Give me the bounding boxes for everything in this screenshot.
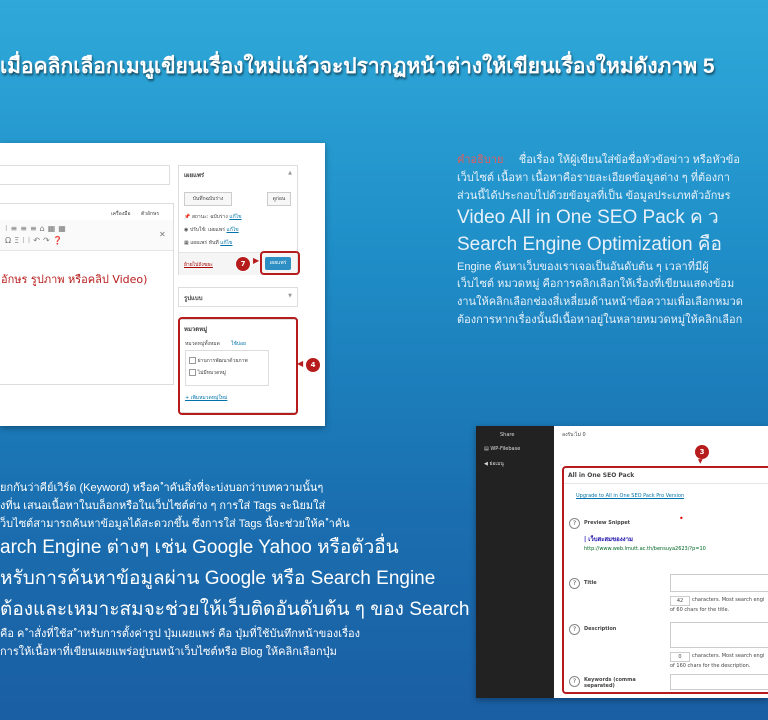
- trash-link[interactable]: ย้ายไปถังขยะ: [184, 262, 213, 268]
- description-line: คือ ค ำสั่งที่ใช้ส ำหรับการตั้งค่ารูป ปุ่มเผยแพร่ คือ ปุ่มที่ใช้บันทึกหน้าของเรื่อง: [0, 627, 360, 640]
- slide-title: เมื่อคลิกเลือกเมนูเขียนเรื่องใหม่แล้วจะปรากฏหน้าต่างให้เขียนเรื่องใหม่ดังภาพ 5: [0, 55, 715, 78]
- schedule-text: เผยแพร่ ทันที: [190, 240, 219, 246]
- description-line: ว็บไซต์สามารถค้นหาข้อมูลได้สะดวกขึ้น ซึ่งการใส่ Tags นี้จะช่วยให้ค ำคัน: [0, 517, 350, 530]
- file-icon: ▤: [484, 446, 489, 452]
- status-row: [184, 213, 242, 221]
- schedule-edit-link[interactable]: แก้ไข: [220, 240, 233, 246]
- pin-icon: 📌: [184, 214, 191, 220]
- description-line: ต้องและเหมาะสมจะช่วยให้เว็บติดอันดับต้น ๆ ของ Search: [0, 598, 470, 620]
- wordpress-editor-screenshot: [0, 143, 325, 426]
- description-label: Description: [584, 626, 617, 632]
- upgrade-link[interactable]: Upgrade to All in One SEO Pack Pro Version: [576, 493, 685, 499]
- sidebar-item-filebase[interactable]: ▤ WP-Filebase: [484, 446, 521, 452]
- toolbar-icons-row1[interactable]: ⁝≡≡≡⌂▦▦: [5, 224, 69, 233]
- editor-tab-visual[interactable]: เครื่องมือ: [111, 211, 131, 217]
- tab-all-categories[interactable]: หมวดหมู่ทั้งหมด: [185, 341, 220, 347]
- seo-description-input[interactable]: [670, 622, 768, 648]
- seo-panel-title: All in One SEO Pack: [568, 472, 635, 479]
- help-icon[interactable]: ?: [569, 676, 580, 687]
- save-draft-button[interactable]: บันทึกฉบับร่าง: [184, 192, 232, 206]
- description-line: เว็บไซต์ หมวดหมู่ คือการคลิกเลือกให้เรื่องที่เขียนแสดงข้อม: [457, 278, 735, 291]
- description-line: งานให้คลิกเลือกช่องสี่เหลี่ยมด้านหน้าข้อความเพื่อเลือกหมวด: [457, 296, 743, 309]
- visibility-edit-link[interactable]: แก้ไข: [226, 227, 239, 233]
- editor-tab-text[interactable]: ตัวอักษร: [141, 211, 160, 217]
- visibility-row: [184, 226, 239, 234]
- preview-button[interactable]: ดูก่อน: [267, 192, 291, 206]
- expand-arrow-icon[interactable]: ▼: [288, 293, 292, 299]
- editor-toolbar: [0, 220, 173, 251]
- snippet-title: | เว็บสะสมของงาม: [584, 536, 633, 543]
- categories-box-title: หมวดหมู่: [184, 326, 208, 333]
- step-badge-7: 7: [235, 256, 251, 272]
- step-badge-3: 3: [694, 444, 710, 460]
- visibility-text: ปรับใช้: เผยแพร่: [189, 227, 225, 233]
- seo-pack-screenshot: [476, 426, 768, 698]
- help-icon[interactable]: ?: [569, 624, 580, 635]
- category-label: ไม่มีหมวดหมู่: [197, 370, 226, 376]
- description-block-2: [0, 480, 470, 661]
- sidebar-item-share[interactable]: Share: [500, 432, 515, 438]
- publish-highlight: [260, 251, 300, 275]
- description-block: [457, 152, 768, 330]
- description-line: Video All in One SEO Pack ค ว: [457, 207, 719, 229]
- title-help: characters. Most search engi: [692, 597, 765, 603]
- description-line: ชื่อเรื่อง ให้ผู้เขียนใส่ข้อชื่อหัวข้อข่าว หรือหัวข้อ: [518, 154, 740, 166]
- description-line: ยกกันว่าคีย์เวิร์ด (Keyword) หรือค ำคันสิ่งที่จะบ่งบอกว่าบทความนั้นๆ: [0, 482, 324, 494]
- description-line: ต้องการหากเรื่องนั้นมีเนื้อหาอยู่ในหลายหมวดหมู่ให้คลิกเลือก: [457, 314, 743, 327]
- add-category-link[interactable]: + เพิ่มหมวดหมู่ใหม่: [185, 395, 228, 401]
- post-title-input[interactable]: [0, 165, 170, 185]
- snippet-url: http://www.web.lmutt.ac.th/bensuya2623/?p=10: [584, 546, 706, 552]
- format-box-title: รูปแบบ: [184, 295, 203, 302]
- publish-box-title: เผยแพร่: [184, 172, 205, 179]
- keywords-label: Keywords (comma separated): [584, 677, 636, 689]
- schedule-row: [184, 239, 232, 247]
- calendar-icon: ▦: [184, 240, 189, 246]
- preview-snippet-label: Preview Snippet: [584, 520, 631, 526]
- format-box[interactable]: [178, 287, 298, 307]
- help-icon[interactable]: ?: [569, 578, 580, 589]
- toolbar-icons-row2[interactable]: ΩΞ⁝⁝↶↷❓: [5, 236, 66, 245]
- marker-dot: •: [679, 514, 684, 523]
- tab-popular-categories[interactable]: ใช้บ่อย: [231, 341, 246, 347]
- sidebar-item-collapse[interactable]: ◀ ย่อเมนู: [484, 461, 504, 467]
- seo-title-input[interactable]: [670, 574, 768, 592]
- word-count: ลงรับ:ไม่ 0: [562, 432, 586, 438]
- publish-button[interactable]: เผยแพร่: [265, 257, 291, 270]
- description-help-2: of 160 chars for the description.: [670, 663, 751, 669]
- arrow-right-icon: ▶: [253, 256, 260, 265]
- description-line: การให้เนื้อหาที่เขียนเผยแพร่อยู่บนหน้าเว็บไซต์หรือ Blog ให้คลิกเลือกปุ่ม: [0, 645, 337, 658]
- status-edit-link[interactable]: แก้ไข: [229, 214, 242, 220]
- post-editor-area[interactable]: [0, 203, 174, 385]
- eye-icon: ◉: [184, 227, 189, 233]
- divider: [564, 483, 768, 484]
- step-badge-4: 4: [305, 357, 321, 373]
- description-line: เว็บไซต์ เนื้อหา เนื้อหาคือรายละเอียดข้อมูลต่าง ๆ ที่ต้องกา: [457, 171, 730, 184]
- arrow-down-icon: ▼: [698, 458, 703, 465]
- description-help: characters. Most search engi: [692, 653, 765, 659]
- description-line: ส่วนนี้ได้ประกอบไปด้วยข้อมูลที่เป็น ข้อมูลประเภทตัวอักษร: [457, 189, 731, 202]
- description-line: หรับการค้นหาข้อมูลผ่าน Google หรือ Search Engine: [0, 568, 436, 590]
- description-line: งที่น เสนอเนื้อหาในบล็อกหรือในเว็บไซต์ต่าง ๆ การใส่ Tags จะนิยมใส่: [0, 499, 326, 512]
- fullscreen-icon[interactable]: ✕: [159, 230, 166, 239]
- collapse-icon: ◀: [484, 461, 488, 467]
- title-char-count: 42: [670, 596, 690, 606]
- description-char-count: 0: [670, 652, 690, 662]
- categories-highlight: [178, 317, 298, 415]
- seo-keywords-input[interactable]: [670, 674, 768, 690]
- description-line: Search Engine Optimization คือ: [457, 234, 722, 256]
- description-line: arch Engine ต่างๆ เช่น Google Yahoo หรือตัวอื่น: [0, 537, 399, 559]
- arrow-left-icon: ◀: [297, 359, 304, 368]
- status-text: สถานะ: ฉบับร่าง: [191, 214, 228, 220]
- description-label: คำอธิบาย: [457, 154, 504, 166]
- admin-sidebar: [476, 426, 554, 698]
- editor-note: อักษร รูปภาพ หรือคลิป Video): [1, 273, 148, 286]
- collapse-arrow-icon[interactable]: ▲: [288, 170, 292, 176]
- description-line: Engine ค้นหาเว็บของเราเจอเป็นอันดับต้น ๆ เวลาที่มีผู้: [457, 260, 709, 273]
- title-label: Title: [584, 580, 597, 586]
- title-help-2: of 60 chars for the title.: [670, 607, 730, 613]
- help-icon[interactable]: ?: [569, 518, 580, 529]
- category-label: ผ่านการพัฒนาด้วยภาพ: [197, 358, 248, 364]
